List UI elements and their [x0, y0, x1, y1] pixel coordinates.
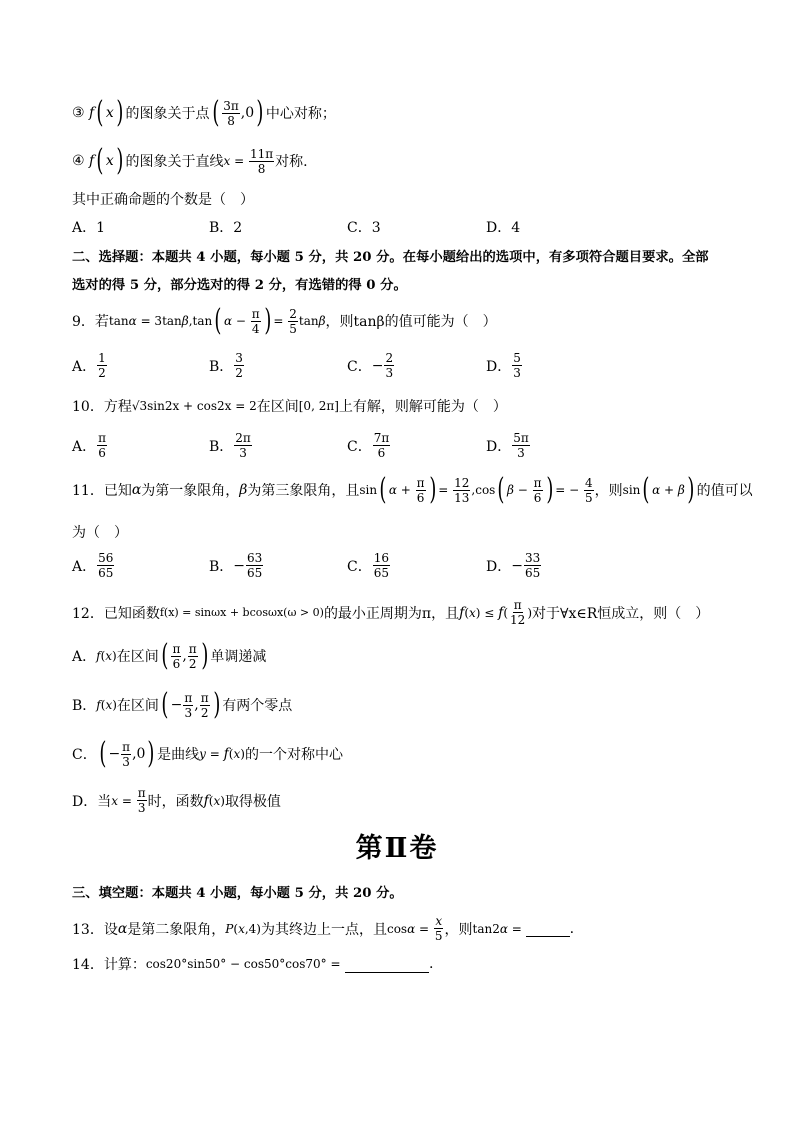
q13-answer-blank[interactable] — [526, 920, 570, 937]
q9-option-c[interactable]: C． − $\frac{2}{3}$ — [347, 351, 394, 380]
q13-number: 13．设 — [72, 921, 118, 938]
q13-stem: 13．设 α 是第二象限角， P ( x ,4) 为其终边上一点，且 cosα = $\frac{x}{5}$ ，则 tan2α = . — [72, 914, 575, 943]
statement-3-tail: 中心对称； — [265, 106, 336, 122]
q10-option-b[interactable]: B． $\frac{2\pi}{3}$ — [209, 431, 251, 460]
statement-4-text: 的图象关于直线 — [125, 154, 224, 170]
q10-option-a[interactable]: A． $\frac{\pi}{6}$ — [72, 431, 107, 460]
section-2-heading: 二、选择题：本题共 4 小题，每小题 5 分，共 20 分。在每小题给出的选项中，有多项符合题目要求。全部 — [72, 250, 709, 265]
part-2-title: 第Ⅱ卷 — [355, 833, 439, 864]
q8-stem: 其中正确命题的个数是（ ） — [72, 192, 254, 208]
q14-stem: 14．计算： cos20°sin50° − cos50°cos70° = . — [72, 956, 434, 973]
q11-option-d[interactable]: D． − $\frac{33}{65}$ — [486, 551, 541, 580]
q10-stem: 10．方程 √3sin2x + cos2x = 2 在区间 [0, 2π] 上有解，则解可能为（ ） — [72, 396, 507, 416]
statement-3-text: 的图象关于点 — [125, 106, 210, 122]
q10-equation: √3sin2x + cos2x = 2 — [131, 399, 257, 413]
q12-function: f(x) = sinωx + bcosωx(ω > 0) — [159, 606, 324, 619]
statement-4: ④ f ( x ) 的图象关于直线 x = $\frac{11\pi}{8}$ 对称. — [72, 143, 308, 178]
q10-option-d[interactable]: D． $\frac{5\pi}{3}$ — [486, 431, 529, 460]
q9-option-d[interactable]: D． $\frac{5}{3}$ — [486, 351, 521, 380]
statement-4-tail: 对称. — [275, 154, 308, 170]
q12-option-b[interactable]: B． f ( x ) 在区间 ( − $\frac{\pi}{3}$ , $\frac{\pi}{2}$ ) 有两个零点 — [72, 687, 293, 722]
statement-4-number: ④ — [72, 153, 85, 169]
q14-expression: cos20°sin50° − cos50°cos70° = — [145, 957, 341, 971]
section-2-heading-cont: 选对的得 5 分，部分选对的得 2 分，有选错的得 0 分。 — [72, 278, 407, 293]
q14-answer-blank[interactable] — [345, 956, 429, 973]
q11-option-a[interactable]: A． $\frac{56}{65}$ — [72, 551, 114, 580]
q8-option-a[interactable]: A．1 — [72, 220, 106, 236]
q11-number: 11．已知 — [72, 483, 132, 499]
q10-number: 10．方程 — [72, 399, 132, 415]
q8-option-d[interactable]: D．4 — [486, 220, 521, 236]
q12-stem: 12．已知函数 f(x) = sinωx + bcosωx(ω > 0) 的最小正周期为π，且 f ( x ) ≤ f ( $\frac{\pi}{12}$ ) 对于∀x∈R恒成立，则（ ） — [72, 598, 710, 627]
q11-option-b[interactable]: B． − $\frac{63}{65}$ — [209, 551, 263, 580]
q12-number: 12．已知函数 — [72, 605, 160, 622]
q8-option-c[interactable]: C．3 — [347, 220, 381, 236]
q12-option-d[interactable]: D．当 x = $\frac{\pi}{3}$ 时，函数 f ( x ) 取得极值 — [72, 786, 281, 815]
q10-option-c[interactable]: C． $\frac{7\pi}{6}$ — [347, 431, 390, 460]
statement-3-number: ③ — [72, 105, 85, 121]
section-3-heading: 三、填空题：本题共 4 小题，每小题 5 分，共 20 分。 — [72, 886, 403, 901]
q9-number: 9．若 — [72, 314, 109, 330]
q10-interval: [0, 2π] — [298, 399, 339, 413]
q8-option-b[interactable]: B．2 — [209, 220, 243, 236]
q12-option-a[interactable]: A． f ( x ) 在区间 ( $\frac{\pi}{6}$ , $\frac{\pi}{2}$ ) 单调递减 — [72, 638, 267, 673]
q11-option-c[interactable]: C． $\frac{16}{65}$ — [347, 551, 389, 580]
q12-option-c[interactable]: C． ( − $\frac{\pi}{3}$ ,0 ) 是曲线 y = f ( x ) 的一个对称中心 — [72, 736, 343, 771]
q9-option-b[interactable]: B． $\frac{3}{2}$ — [209, 351, 243, 380]
q9-stem: 9．若 tanα = 3tanβ,tan ( α − $\frac{\pi}{4}$ ) = $\frac{2}{5}$ tanβ ，则tanβ的值可能为（ ） — [72, 303, 497, 338]
q9-option-a[interactable]: A． $\frac{1}{2}$ — [72, 351, 106, 380]
q11-stem-cont: 为（ ） — [72, 525, 128, 541]
statement-3: ③ f ( x ) 的图象关于点 ( $\frac{3\pi}{8}$ ,0 ) 中心对称； — [72, 95, 336, 130]
q9-tail: ，则tanβ的值可能为（ ） — [325, 314, 497, 330]
q14-number: 14．计算： — [72, 957, 146, 973]
q11-stem: 11．已知 α 为第一象限角， β 为第三象限角，且 sin ( α + $\frac{\pi}{6}$ ) = $\frac{12}{13}$ ,cos ( β − $\frac{\pi}{6}$ ) = − $\frac{4}{5}$ ，则 sin ( α + β ) 的值可以 — [72, 472, 753, 507]
